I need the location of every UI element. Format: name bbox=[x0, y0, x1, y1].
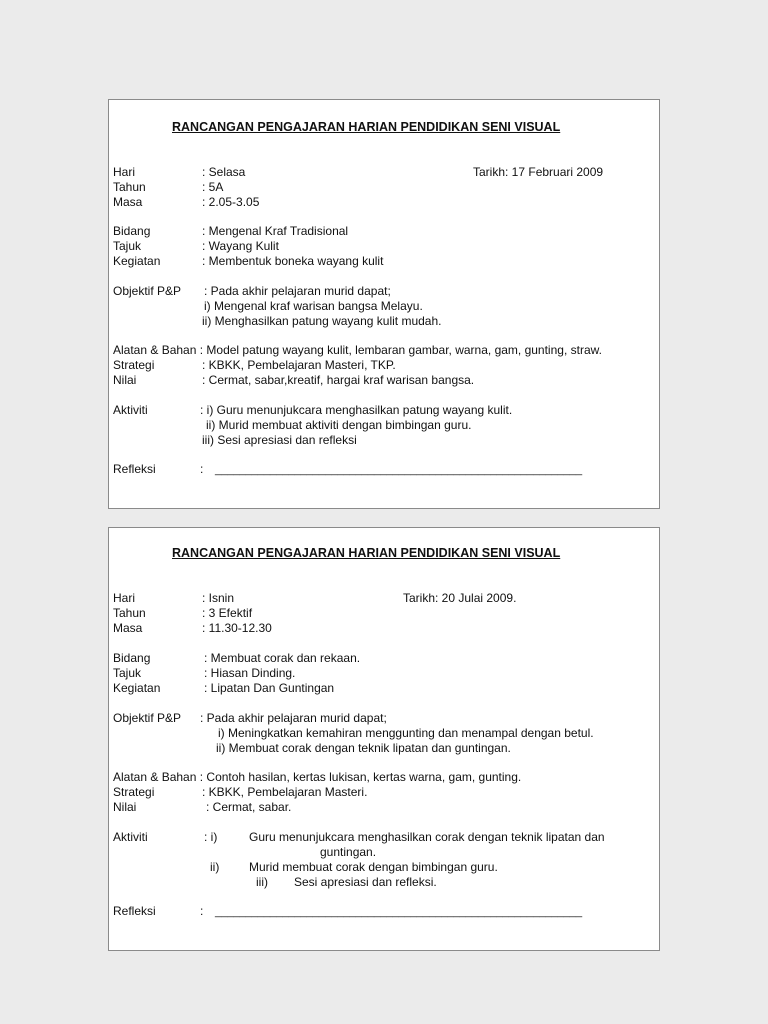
objektif-item-2: ii) Menghasilkan patung wayang kulit mudah. bbox=[202, 314, 442, 328]
strategi-value: : KBKK, Pembelajaran Masteri, TKP. bbox=[202, 358, 396, 372]
refleksi-label: Refleksi bbox=[113, 462, 156, 476]
tajuk-value: : Wayang Kulit bbox=[202, 239, 279, 253]
objektif-label: Objektif P&P bbox=[113, 284, 182, 298]
refleksi-blank-line: ____________________________________________________________ bbox=[215, 464, 583, 476]
refleksi-colon: : bbox=[200, 462, 204, 476]
hari-value: : Selasa bbox=[202, 165, 246, 179]
refleksi-label: Refleksi bbox=[113, 904, 156, 918]
aktiviti-item-3: iii) Sesi apresiasi dan refleksi bbox=[202, 433, 357, 447]
bidang-label: Bidang bbox=[113, 224, 151, 238]
masa-value: : 2.05-3.05 bbox=[202, 195, 260, 209]
strategi-label: Strategi bbox=[113, 785, 155, 799]
tarikh-value: Tarikh: 20 Julai 2009. bbox=[403, 591, 517, 605]
plan-title: RANCANGAN PENGAJARAN HARIAN PENDIDIKAN SENI VISUAL bbox=[172, 546, 561, 560]
refleksi-colon: : bbox=[200, 904, 204, 918]
aktiviti-label: Aktiviti bbox=[113, 830, 148, 844]
kegiatan-label: Kegiatan bbox=[113, 254, 161, 268]
tahun-label: Tahun bbox=[113, 180, 146, 194]
tahun-value: : 3 Efektif bbox=[202, 606, 253, 620]
tarikh-value: Tarikh: 17 Februari 2009 bbox=[473, 165, 604, 179]
bidang-label: Bidang bbox=[113, 651, 151, 665]
tahun-label: Tahun bbox=[113, 606, 146, 620]
aktiviti-item-1-text: Guru menunjukcara menghasilkan corak dengan teknik lipatan dan bbox=[249, 830, 605, 844]
aktiviti-item-1-continuation: guntingan. bbox=[320, 845, 377, 859]
aktiviti-item-2-text: Murid membuat corak dengan bimbingan guru. bbox=[249, 860, 498, 874]
tajuk-label: Tajuk bbox=[113, 239, 142, 253]
kegiatan-value: : Lipatan Dan Guntingan bbox=[204, 681, 335, 695]
refleksi-blank-line: ____________________________________________________________ bbox=[215, 906, 583, 918]
lesson-plan-card-1 bbox=[108, 99, 660, 509]
aktiviti-item-3-text: Sesi apresiasi dan refleksi. bbox=[294, 875, 437, 889]
tahun-value: : 5A bbox=[202, 180, 224, 194]
aktiviti-item-2: ii) Murid membuat aktiviti dengan bimbingan guru. bbox=[206, 418, 472, 432]
objektif-item-2: ii) Membuat corak dengan teknik lipatan dan guntingan. bbox=[216, 741, 511, 755]
kegiatan-label: Kegiatan bbox=[113, 681, 161, 695]
nilai-label: Nilai bbox=[113, 373, 137, 387]
hari-value: : Isnin bbox=[202, 591, 235, 605]
masa-label: Masa bbox=[113, 195, 143, 209]
strategi-label: Strategi bbox=[113, 358, 155, 372]
alatan-bahan-line: Alatan & Bahan : Contoh hasilan, kertas lukisan, kertas warna, gam, gunting. bbox=[113, 770, 522, 784]
aktiviti-item-2-number: ii) bbox=[210, 860, 220, 874]
nilai-value: : Cermat, sabar,kreatif, hargai kraf warisan bangsa. bbox=[202, 373, 475, 387]
tajuk-label: Tajuk bbox=[113, 666, 142, 680]
bidang-value: : Membuat corak dan rekaan. bbox=[204, 651, 361, 665]
bidang-value: : Mengenal Kraf Tradisional bbox=[202, 224, 349, 238]
objektif-item-1: i) Mengenal kraf warisan bangsa Melayu. bbox=[204, 299, 423, 313]
aktiviti-item-1-number: : i) bbox=[204, 830, 218, 844]
alatan-bahan-line: Alatan & Bahan : Model patung wayang kulit, lembaran gambar, warna, gam, gunting, straw. bbox=[113, 343, 602, 357]
aktiviti-item-1: : i) Guru menunjukcara menghasilkan patung wayang kulit. bbox=[200, 403, 513, 417]
strategi-value: : KBKK, Pembelajaran Masteri. bbox=[202, 785, 368, 799]
nilai-value: : Cermat, sabar. bbox=[206, 800, 292, 814]
hari-label: Hari bbox=[113, 165, 136, 179]
objektif-intro: : Pada akhir pelajaran murid dapat; bbox=[204, 284, 391, 298]
plan-title: RANCANGAN PENGAJARAN HARIAN PENDIDIKAN SENI VISUAL bbox=[172, 120, 561, 134]
hari-label: Hari bbox=[113, 591, 136, 605]
aktiviti-label: Aktiviti bbox=[113, 403, 148, 417]
lesson-plan-card-2 bbox=[108, 527, 660, 951]
objektif-intro: : Pada akhir pelajaran murid dapat; bbox=[200, 711, 387, 725]
nilai-label: Nilai bbox=[113, 800, 137, 814]
aktiviti-item-3-number: iii) bbox=[256, 875, 268, 889]
masa-label: Masa bbox=[113, 621, 143, 635]
tajuk-value: : Hiasan Dinding. bbox=[204, 666, 296, 680]
masa-value: : 11.30-12.30 bbox=[202, 621, 272, 635]
objektif-item-1: i) Meningkatkan kemahiran menggunting dan menampal dengan betul. bbox=[218, 726, 594, 740]
objektif-label: Objektif P&P bbox=[113, 711, 182, 725]
kegiatan-value: : Membentuk boneka wayang kulit bbox=[202, 254, 384, 268]
